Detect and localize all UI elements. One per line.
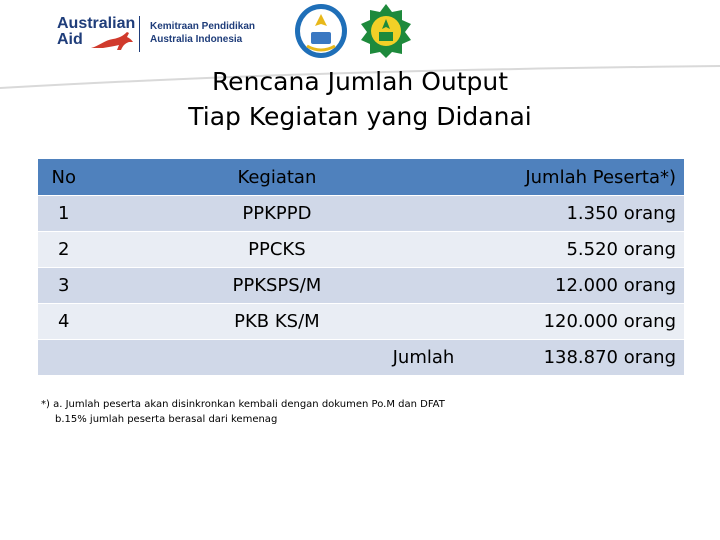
table-header-row bbox=[38, 159, 684, 196]
header-kegiatan: Kegiatan bbox=[90, 159, 465, 196]
row-no: 3 bbox=[38, 268, 90, 304]
row-kegiatan: PPKSPS/M bbox=[90, 268, 465, 304]
table-row bbox=[38, 232, 684, 268]
kangaroo-icon bbox=[89, 30, 137, 52]
title-line-2: Tiap Kegiatan yang Didanai bbox=[188, 102, 532, 131]
title-line-1: Rencana Jumlah Output bbox=[211, 67, 509, 96]
row-kegiatan: PKB KS/M bbox=[90, 304, 465, 340]
logo-line-1: Australian bbox=[57, 15, 136, 32]
row-kegiatan: PPCKS bbox=[90, 232, 465, 268]
footnote bbox=[41, 397, 445, 427]
page-title bbox=[0, 64, 720, 134]
row-jumlah: 5.520 orang bbox=[464, 232, 684, 268]
total-label: Jumlah bbox=[38, 340, 464, 376]
row-no: 1 bbox=[38, 196, 90, 232]
logo-divider bbox=[139, 16, 140, 52]
table-row bbox=[38, 196, 684, 232]
output-table bbox=[38, 159, 684, 376]
row-jumlah: 120.000 orang bbox=[464, 304, 684, 340]
tut-wuri-handayani-emblem bbox=[293, 2, 349, 60]
row-no: 4 bbox=[38, 304, 90, 340]
header-jumlah-peserta: Jumlah Peserta*) bbox=[464, 159, 684, 196]
footnote-a: *) a. Jumlah peserta akan disinkronkan kembali dengan dokumen Po.M dan DFAT bbox=[41, 399, 445, 410]
header-no: No bbox=[38, 159, 90, 196]
table-total-row bbox=[38, 340, 684, 376]
row-kegiatan: PPKPPD bbox=[90, 196, 465, 232]
kpa-line-1: Kemitraan Pendidikan bbox=[150, 21, 256, 32]
footnote-b: b.15% jumlah peserta berasal dari kemenag bbox=[55, 414, 278, 425]
table-row bbox=[38, 268, 684, 304]
row-no: 2 bbox=[38, 232, 90, 268]
row-jumlah: 1.350 orang bbox=[464, 196, 684, 232]
kpa-logo-text bbox=[150, 20, 255, 46]
row-jumlah: 12.000 orang bbox=[464, 268, 684, 304]
kpa-line-2: Australia Indonesia bbox=[150, 34, 243, 45]
kemenag-emblem bbox=[359, 2, 413, 60]
logo-line-2: Aid bbox=[57, 31, 83, 48]
total-value: 138.870 orang bbox=[464, 340, 684, 376]
australian-aid-logo bbox=[57, 16, 137, 56]
table-row bbox=[38, 304, 684, 340]
